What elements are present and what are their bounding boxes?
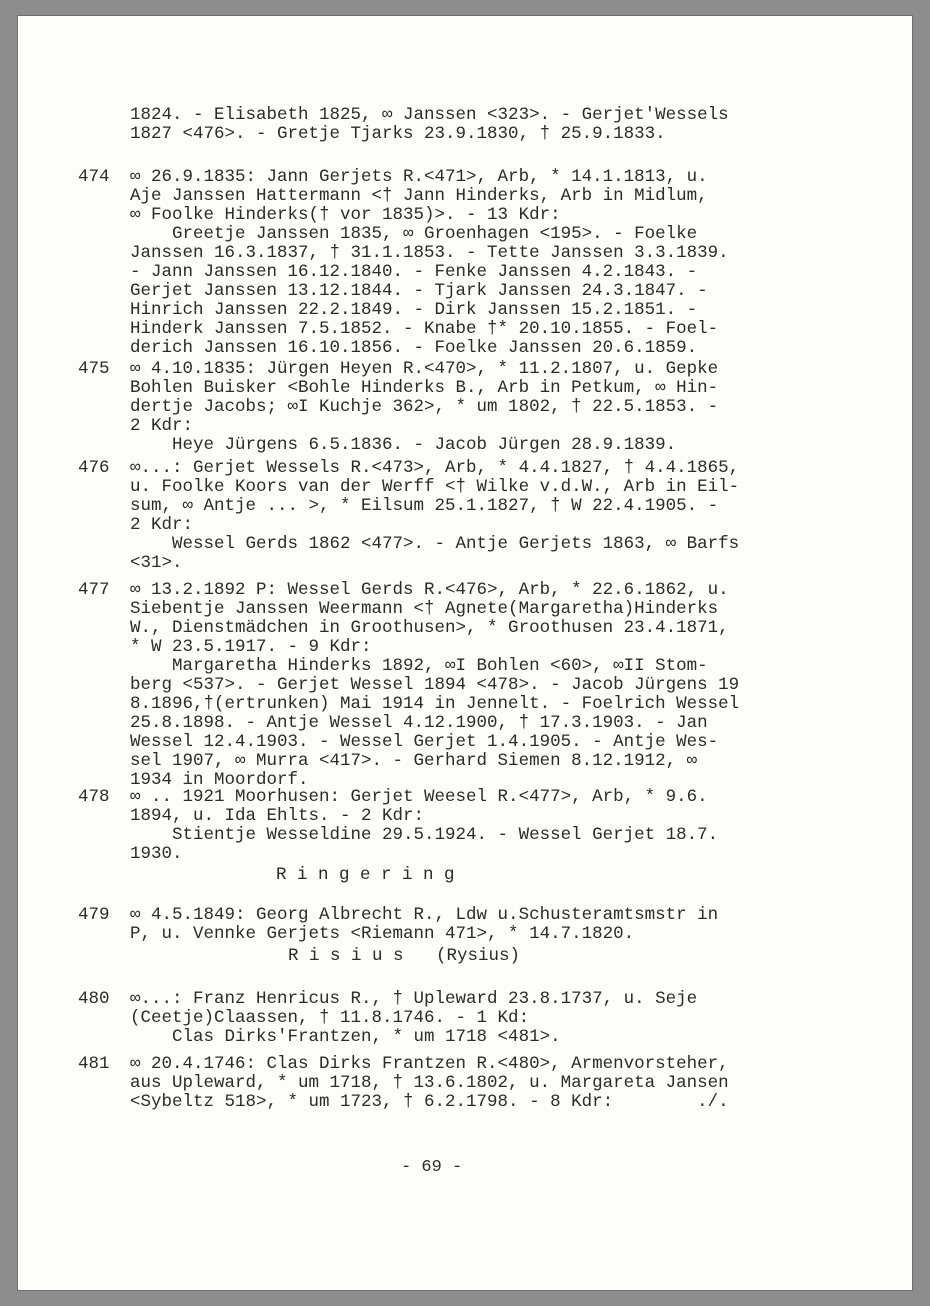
entry-line: ∞ 13.2.1892 P: Wessel Gerds R.<476>, Arb, * 22.6.1862, u. xyxy=(130,580,729,600)
page-number: - 69 - xyxy=(401,1158,463,1177)
entry-number: 477 xyxy=(78,580,110,600)
entry-line: 2 Kdr: xyxy=(130,515,194,535)
entry-line: Greetje Janssen 1835, ∞ Groenhagen <195>. - Foelke xyxy=(130,224,698,244)
entry-line: - Jann Janssen 16.12.1840. - Fenke Janssen 4.2.1843. - xyxy=(130,262,698,282)
entry-line: ∞ 20.4.1746: Clas Dirks Frantzen R.<480>, Armenvorsteher, xyxy=(130,1054,729,1074)
entry-line: ∞ .. 1921 Moorhusen: Gerjet Weesel R.<477>, Arb, * 9.6. xyxy=(130,787,708,807)
entry-line: 8.1896,†(ertrunken) Mai 1914 in Jennelt. - Foelrich Wessel xyxy=(130,694,740,714)
entry-line: 2 Kdr: xyxy=(130,416,194,436)
entry-number: 476 xyxy=(78,458,110,478)
entry-line: Hinderk Janssen 7.5.1852. - Knabe †* 20.10.1855. - Foel- xyxy=(130,319,719,339)
entry-line: Aje Janssen Hattermann <† Jann Hinderks, Arb in Midlum, xyxy=(130,186,708,206)
entry-number: 475 xyxy=(78,359,110,379)
entry-line: ∞ 4.5.1849: Georg Albrecht R., Ldw u.Schusteramtsmstr in xyxy=(130,905,719,925)
entry-line: derich Janssen 16.10.1856. - Foelke Janssen 20.6.1859. xyxy=(130,338,698,358)
entry-line: 1824. - Elisabeth 1825, ∞ Janssen <323>. - Gerjet'Wessels xyxy=(130,105,729,125)
entry-line: ∞ 26.9.1835: Jann Gerjets R.<471>, Arb, * 14.1.1813, u. xyxy=(130,167,708,187)
entry-line: Gerjet Janssen 13.12.1844. - Tjark Janssen 24.3.1847. - xyxy=(130,281,708,301)
section-heading-risius-variant: (Rysius) xyxy=(436,946,521,966)
entry-line: 1934 in Moordorf. xyxy=(130,770,309,790)
entry-line: (Ceetje)Claassen, † 11.8.1746. - 1 Kd: xyxy=(130,1008,530,1028)
entry-line: Clas Dirks'Frantzen, * um 1718 <481>. xyxy=(130,1027,561,1047)
entry-number: 479 xyxy=(78,905,110,925)
entry-line: P, u. Vennke Gerjets <Riemann 471>, * 14.7.1820. xyxy=(130,924,635,944)
entry-number: 481 xyxy=(78,1054,110,1074)
entry-line: Janssen 16.3.1837, † 31.1.1853. - Tette Janssen 3.3.1839. xyxy=(130,243,729,263)
entry-line: ∞ 4.10.1835: Jürgen Heyen R.<470>, * 11.2.1807, u. Gepke xyxy=(130,359,719,379)
entry-line: aus Upleward, * um 1718, † 13.6.1802, u. Margareta Jansen xyxy=(130,1073,729,1093)
entry-line: ∞ Foolke Hinderks(† vor 1835)>. - 13 Kdr: xyxy=(130,205,561,225)
document-page xyxy=(18,16,912,1290)
entry-line: Stientje Wesseldine 29.5.1924. - Wessel Gerjet 18.7. xyxy=(130,825,719,845)
entry-line: Heye Jürgens 6.5.1836. - Jacob Jürgen 28.9.1839. xyxy=(130,435,677,455)
entry-number: 480 xyxy=(78,989,110,1009)
entry-line: sum, ∞ Antje ... >, * Eilsum 25.1.1827, † W 22.4.1905. - xyxy=(130,496,719,516)
entry-line: <Sybeltz 518>, * um 1723, † 6.2.1798. - 8 Kdr: ./. xyxy=(130,1092,729,1112)
entry-line: berg <537>. - Gerjet Wessel 1894 <478>. - Jacob Jürgens 19 xyxy=(130,675,740,695)
entry-line: ∞...: Franz Henricus R., † Upleward 23.8.1737, u. Seje xyxy=(130,989,698,1009)
entry-line: 1894, u. Ida Ehlts. - 2 Kdr: xyxy=(130,806,425,826)
entry-line: Margaretha Hinderks 1892, ∞I Bohlen <60>, ∞II Stom- xyxy=(130,656,708,676)
entry-line: Wessel 12.4.1903. - Wessel Gerjet 1.4.1905. - Antje Wes- xyxy=(130,732,719,752)
entry-line: <31>. xyxy=(130,553,183,573)
entry-line: u. Foolke Koors van der Werff <† Wilke v.d.W., Arb in Eil- xyxy=(130,477,740,497)
entry-line: W., Dienstmädchen in Groothusen>, * Groothusen 23.4.1871, xyxy=(130,618,729,638)
entry-line: ∞...: Gerjet Wessels R.<473>, Arb, * 4.4.1827, † 4.4.1865, xyxy=(130,458,740,478)
entry-number: 474 xyxy=(78,167,110,187)
entry-line: 25.8.1898. - Antje Wessel 4.12.1900, † 17.3.1903. - Jan xyxy=(130,713,708,733)
entry-line: 1930. xyxy=(130,844,183,864)
entry-line: Siebentje Janssen Weermann <† Agnete(Margaretha)Hinderks xyxy=(130,599,719,619)
entry-number: 478 xyxy=(78,787,110,807)
entry-line: 1827 <476>. - Gretje Tjarks 23.9.1830, † 25.9.1833. xyxy=(130,124,666,144)
entry-line: sel 1907, ∞ Murra <417>. - Gerhard Siemen 8.12.1912, ∞ xyxy=(130,751,698,771)
section-heading-risius: R i s i u s xyxy=(288,946,404,966)
entry-line: Wessel Gerds 1862 <477>. - Antje Gerjets 1863, ∞ Barfs xyxy=(130,534,740,554)
entry-line: * W 23.5.1917. - 9 Kdr: xyxy=(130,637,372,657)
section-heading-ringering: R i n g e r i n g xyxy=(276,865,455,885)
entry-line: Hinrich Janssen 22.2.1849. - Dirk Janssen 15.2.1851. - xyxy=(130,300,698,320)
entry-line: Bohlen Buisker <Bohle Hinderks B., Arb in Petkum, ∞ Hin- xyxy=(130,378,719,398)
entry-line: dertje Jacobs; ∞I Kuchje 362>, * um 1802, † 22.5.1853. - xyxy=(130,397,719,417)
